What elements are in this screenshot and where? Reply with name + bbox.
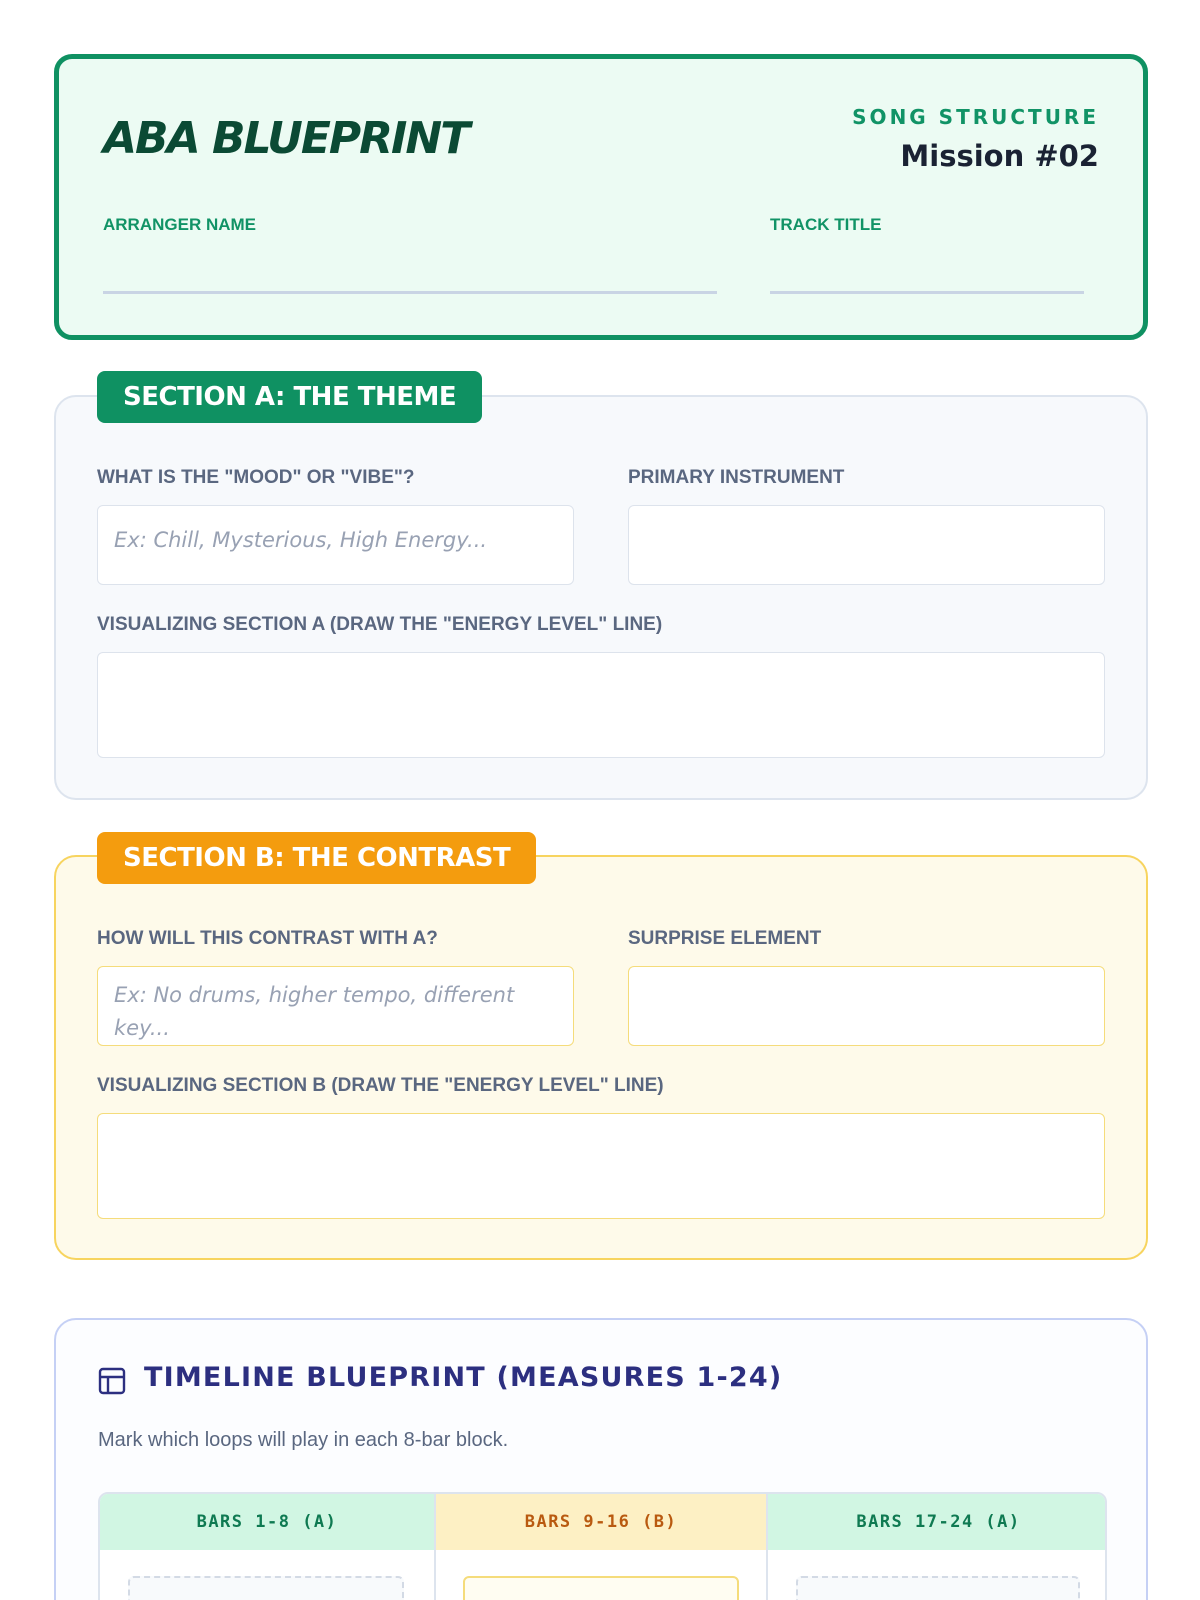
mood-placeholder: Ex: Chill, Mysterious, High Energy...	[114, 528, 488, 552]
timeline-panel	[54, 1318, 1148, 1600]
section-b-visual-label: VISUALIZING SECTION B (DRAW THE "ENERGY LEVEL" LINE)	[97, 1075, 664, 1096]
timeline-subtitle: Mark which loops will play in each 8-bar block.	[98, 1429, 509, 1451]
timeline-column-header: BARS 17-24 (A)	[768, 1494, 1107, 1550]
loop-slot[interactable]	[128, 1576, 404, 1600]
surprise-element-input[interactable]	[628, 966, 1105, 1046]
mood-label: WHAT IS THE "MOOD" OR "VIBE"?	[97, 467, 415, 488]
section-a-energy-canvas[interactable]	[97, 652, 1105, 758]
section-a-visual-label: VISUALIZING SECTION A (DRAW THE "ENERGY LEVEL" LINE)	[97, 614, 663, 635]
track-title-field[interactable]	[770, 291, 1084, 294]
layout-icon	[98, 1367, 126, 1395]
track-title-label: TRACK TITLE	[770, 215, 882, 234]
section-a-tag: SECTION A: THE THEME	[97, 371, 482, 423]
worksheet-header	[54, 54, 1148, 340]
timeline-column-header: BARS 9-16 (B)	[436, 1494, 766, 1550]
timeline-column-bars-17-24	[768, 1494, 1107, 1600]
mission-number: Mission #02	[900, 139, 1099, 173]
primary-instrument-label: PRIMARY INSTRUMENT	[628, 467, 845, 488]
surprise-element-label: SURPRISE ELEMENT	[628, 928, 822, 949]
contrast-label: HOW WILL THIS CONTRAST WITH A?	[97, 928, 438, 949]
worksheet-title: ABA BLUEPRINT	[103, 113, 469, 164]
header-kicker: SONG STRUCTURE	[852, 105, 1099, 129]
loop-slot[interactable]	[796, 1576, 1080, 1600]
arranger-name-field[interactable]	[103, 291, 717, 294]
arranger-name-label: ARRANGER NAME	[103, 215, 256, 234]
loop-slot[interactable]	[463, 1576, 739, 1600]
primary-instrument-input[interactable]	[628, 505, 1105, 585]
timeline-column-bars-1-8	[100, 1494, 434, 1600]
contrast-input[interactable]	[97, 966, 574, 1046]
section-b-tag: SECTION B: THE CONTRAST	[97, 832, 536, 884]
timeline-title: TIMELINE BLUEPRINT (MEASURES 1-24)	[144, 1362, 783, 1393]
timeline-column-header: BARS 1-8 (A)	[100, 1494, 434, 1550]
mood-input[interactable]	[97, 505, 574, 585]
contrast-placeholder: Ex: No drums, higher tempo, different key...	[114, 983, 515, 1040]
section-b-energy-canvas[interactable]	[97, 1113, 1105, 1219]
timeline-column-bars-9-16	[436, 1494, 766, 1600]
timeline-table	[98, 1492, 1107, 1600]
